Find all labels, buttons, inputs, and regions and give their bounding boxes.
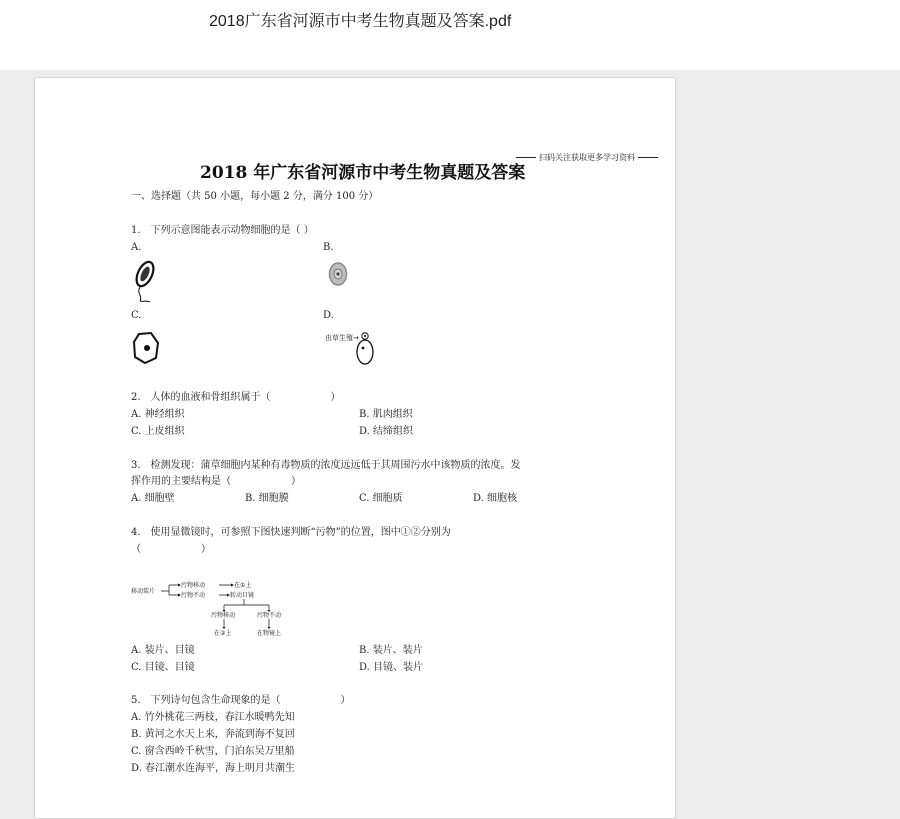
flow-b2: 污物不动 [181, 592, 206, 599]
q3-option-b: B. 细胞膜 [245, 493, 289, 504]
q2-option-b: B. 肌肉组织 [359, 409, 413, 420]
flow-root: 移动装片 [131, 588, 156, 595]
q3-option-c: C. 细胞质 [359, 493, 403, 504]
q3-option-a: A. 细胞壁 [131, 493, 175, 504]
flow-c2-result: 在物镜上 [257, 630, 282, 637]
q1-option-b: B. [323, 242, 334, 253]
q1-d-figure-label: 由草生殖→ [325, 334, 359, 342]
q1-option-a: A. [131, 242, 142, 253]
q4-stem-line1: 4. 使用显微镜时，可参照下图快速判断“污物”的位置，图中①②分别为 [131, 527, 451, 538]
q5-option-a: A. 竹外桃花三两枝，春江水暖鸭先知 [131, 712, 295, 723]
q5-option-d: D. 春江潮水连海平，海上明月共潮生 [131, 763, 296, 774]
q1-stem: 1. 下列示意图能表示动物细胞的是（ ） [131, 225, 314, 236]
flow-c2: 污物不动 [257, 612, 282, 619]
q5-option-c: C. 窗含西岭千秋雪，门泊东吴万里船 [131, 746, 295, 757]
q4-option-a: A. 装片、目镜 [131, 645, 195, 656]
viewer-toolbar [0, 0, 900, 70]
q4-option-b: B. 装片、装片 [359, 645, 423, 656]
q1-option-d: D. [323, 310, 334, 321]
document-title: 2018 年广东省河源市中考生物真题及答案 [200, 163, 526, 183]
qr-note [513, 151, 661, 165]
q4-option-d: D. 目镜、装片 [359, 662, 424, 673]
q2-stem: 2. 人体的血液和骨组织属于（ ） [131, 392, 341, 403]
flow-c1: 污物移动 [211, 612, 236, 619]
q5-stem: 5. 下列诗句包含生命现象的是（ ） [131, 695, 351, 706]
section-heading: 一、选择题（共 50 小题，每小题 2 分，满分 100 分） [131, 191, 379, 202]
q5-option-b: B. 黄河之水天上来，奔流到海不复回 [131, 729, 295, 740]
q3-stem-line2: 挥作用的主要结构是（ ） [131, 476, 301, 487]
yeast-cell-figure [326, 260, 350, 290]
q3-stem-line1: 3. 检测发现：蒲草细胞内某种有毒物质的浓度远远低于其周围污水中该物质的浓度。发 [131, 460, 521, 471]
flow-c1-result: 在②上 [214, 630, 232, 637]
q4-stem-line2: （ ） [131, 544, 211, 555]
microscope-flowchart [131, 575, 331, 641]
q4-option-c: C. 目镜、目镜 [131, 662, 195, 673]
qr-note-text: 扫码关注获取更多学习资料 [539, 153, 635, 162]
egg-cell-figure [353, 330, 377, 368]
bacterium-cell-figure [131, 258, 161, 303]
q2-option-a: A. 神经组织 [131, 409, 185, 420]
q1-option-c: C. [131, 310, 142, 321]
flow-b2-action: 转动目镜 [230, 592, 255, 599]
flow-b1: 污物移动 [181, 582, 206, 589]
flow-b1-result: 在①上 [234, 582, 252, 589]
q2-option-c: C. 上皮组织 [131, 426, 185, 437]
pdf-page [34, 77, 676, 819]
file-title: 2018广东省河源市中考生物真题及答案.pdf [209, 13, 512, 30]
q2-option-d: D. 结缔组织 [359, 426, 414, 437]
q3-option-d: D. 细胞核 [473, 493, 518, 504]
plant-cell-figure [131, 330, 161, 366]
